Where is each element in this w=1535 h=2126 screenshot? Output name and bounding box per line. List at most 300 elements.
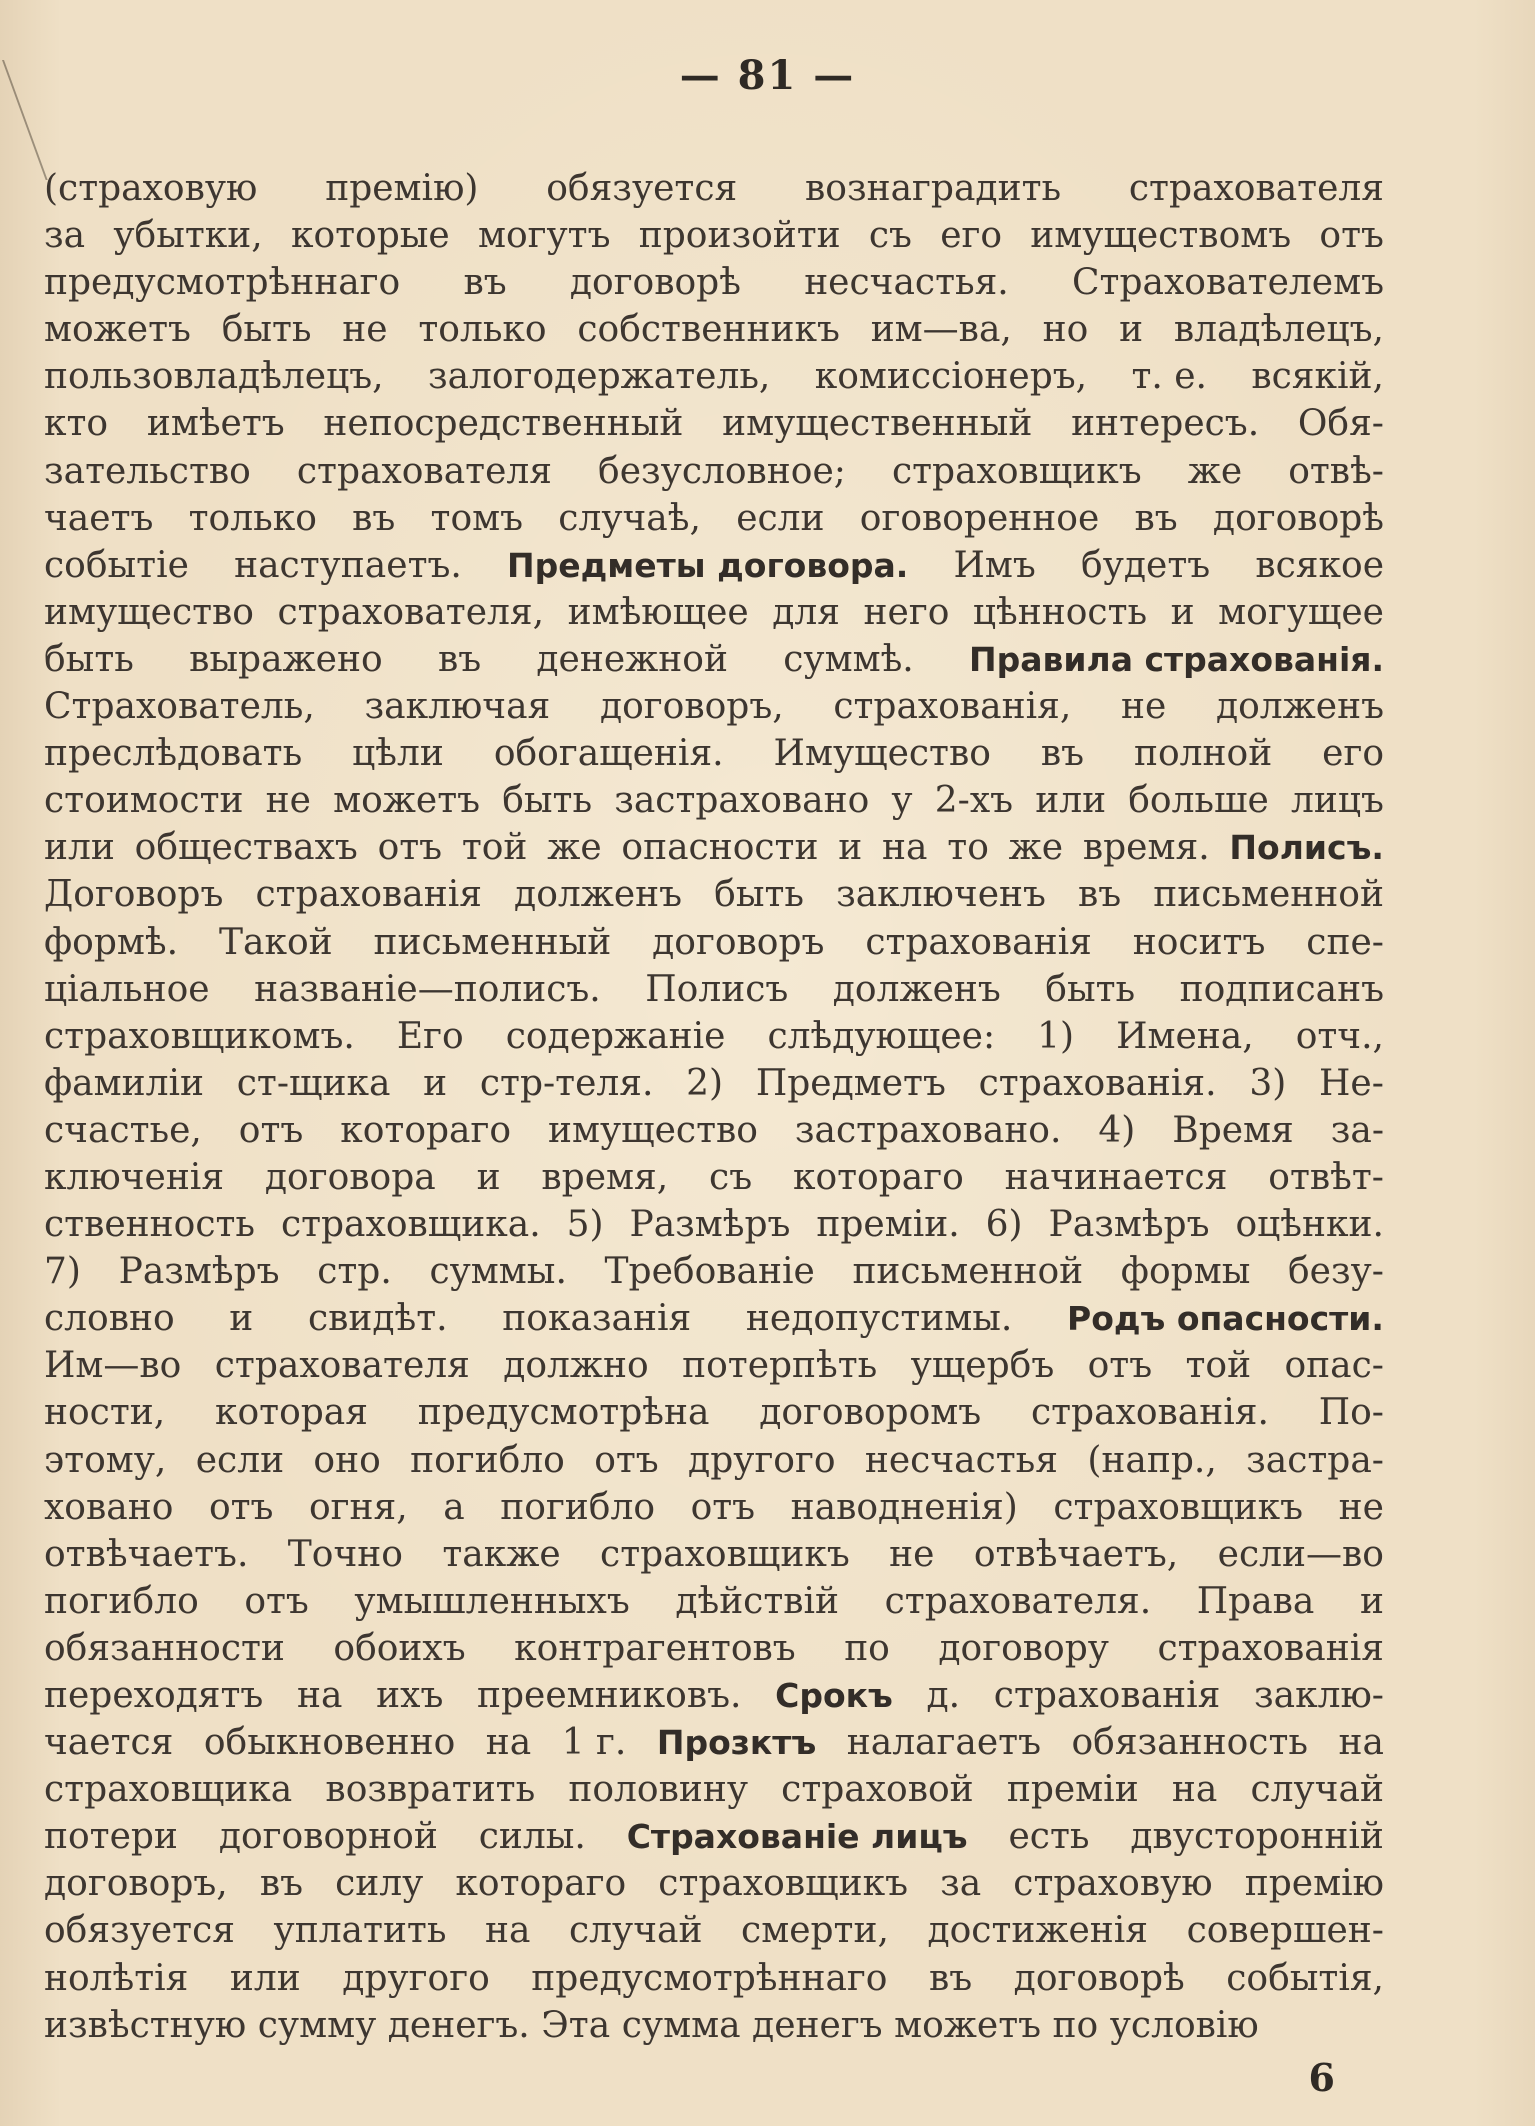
- text-word: быть: [221, 309, 312, 351]
- text-word: на: [485, 1722, 532, 1764]
- section-heading: Правила страхованія.: [969, 639, 1384, 679]
- text-line: [44, 1484, 1384, 1531]
- text-word: ственность: [44, 1204, 255, 1246]
- text-word: Размѣръ: [118, 1251, 280, 1293]
- text-line: [44, 306, 1384, 353]
- text-word: долженъ: [832, 968, 1001, 1010]
- text-word: дѣйствій: [675, 1580, 840, 1622]
- text-word: возвратить: [325, 1769, 536, 1811]
- text-word: носитъ: [1132, 921, 1266, 963]
- text-word: этому,: [44, 1439, 167, 1481]
- text-word: быть: [44, 638, 134, 680]
- text-word: владѣлецъ,: [1173, 309, 1384, 351]
- text-word: случай: [1250, 1769, 1384, 1811]
- text-word: имуществомъ: [1030, 215, 1292, 257]
- text-word: по: [1052, 2004, 1099, 2046]
- text-word: съ: [868, 215, 912, 257]
- text-word: на: [882, 827, 928, 869]
- text-word: страховщикъ: [1053, 1486, 1304, 1528]
- text-word: въ: [1134, 497, 1178, 539]
- text-word: событіе: [44, 544, 189, 586]
- text-word: Им—во: [44, 1345, 182, 1387]
- text-word: страхователя: [214, 1345, 470, 1387]
- text-word: двусторонній: [1130, 1816, 1384, 1858]
- text-word: отъ: [1087, 1345, 1153, 1387]
- text-word: слѣдующее:: [767, 1015, 996, 1057]
- text-line: [44, 1248, 1384, 1295]
- text-word: страхованія: [865, 921, 1092, 963]
- text-word: отч.,: [1295, 1015, 1384, 1057]
- text-word: быть: [502, 780, 593, 822]
- text-word: томъ: [430, 497, 524, 539]
- text-word: отвѣт-: [1268, 1156, 1384, 1198]
- text-line: [44, 1766, 1384, 1813]
- text-word: Его: [396, 1015, 464, 1057]
- text-line: [44, 1955, 1384, 2002]
- text-line: [44, 1389, 1384, 1436]
- text-word: преемниковъ.: [477, 1675, 742, 1716]
- text-word: страховщика: [44, 1769, 293, 1811]
- text-word: же: [1187, 450, 1243, 492]
- text-line: [44, 1907, 1384, 1954]
- text-word: потерпѣть: [682, 1345, 878, 1387]
- text-word: страхователя.: [884, 1580, 1152, 1622]
- text-word: 5): [566, 1204, 604, 1246]
- text-word: имѣетъ: [146, 403, 285, 445]
- text-word: страхователя: [296, 450, 552, 492]
- text-word: всякій,: [1251, 356, 1384, 398]
- text-word: ст-щика: [236, 1062, 391, 1104]
- text-line: [44, 1860, 1384, 1907]
- text-word: вознаградить: [805, 168, 1062, 209]
- text-word: договора: [264, 1156, 436, 1198]
- text-word: ущербъ: [910, 1345, 1055, 1387]
- text-word: Имена,: [1116, 1015, 1254, 1057]
- text-word: отъ: [238, 1109, 304, 1151]
- bold-heading-word: [627, 1813, 968, 1860]
- text-word: то: [947, 827, 989, 869]
- text-word: Имущество: [773, 733, 991, 775]
- text-word: время,: [541, 1156, 669, 1198]
- text-word: и: [1119, 309, 1144, 351]
- text-line: [44, 2002, 1384, 2049]
- text-word: на: [297, 1675, 343, 1716]
- text-word: отвѣ-: [1288, 450, 1384, 492]
- text-line: [44, 1060, 1384, 1107]
- text-word: пользовладѣлецъ,: [44, 356, 384, 398]
- text-word: его: [940, 215, 1003, 257]
- text-word: страхованія.: [1030, 1392, 1269, 1434]
- text-word: случаѣ,: [558, 497, 701, 539]
- section-heading: Страхованіе лицъ: [626, 1817, 968, 1857]
- text-word: начинается: [1004, 1156, 1228, 1198]
- text-word: у: [891, 780, 913, 822]
- text-word: въ: [1040, 733, 1085, 775]
- text-word: чаетъ: [44, 497, 154, 539]
- text-word: не: [342, 309, 388, 351]
- text-word: обыкновенно: [203, 1722, 456, 1764]
- text-word: (страховую: [44, 168, 258, 209]
- text-word: въ: [352, 497, 396, 539]
- text-word: договорной: [218, 1816, 438, 1858]
- text-line: [44, 919, 1384, 966]
- text-word: недопустимы.: [745, 1298, 1013, 1340]
- text-word: письменный: [373, 921, 612, 963]
- text-word: Точно: [287, 1533, 403, 1575]
- text-word: которая: [214, 1392, 368, 1434]
- text-word: той: [1185, 1345, 1252, 1387]
- text-word: (напр.,: [1087, 1439, 1217, 1481]
- text-line: [44, 871, 1384, 918]
- bold-heading-word: [657, 1719, 816, 1766]
- page-number-header: — 81 —: [679, 52, 856, 99]
- text-word: заклю-: [1253, 1675, 1384, 1716]
- text-word: страховщикъ: [600, 1533, 850, 1575]
- text-word: по: [844, 1627, 890, 1669]
- text-word: 1 г.: [561, 1722, 627, 1764]
- text-word: оговоренное: [859, 497, 1100, 539]
- text-word: По-: [1318, 1392, 1384, 1434]
- text-word: преміи.: [816, 1204, 960, 1246]
- text-line: [44, 1154, 1384, 1201]
- text-word: той: [461, 827, 528, 869]
- text-line: [44, 400, 1384, 447]
- text-word: счастье,: [44, 1109, 202, 1151]
- text-word: и: [838, 827, 863, 869]
- text-word: 2): [686, 1062, 724, 1104]
- text-word: обязуется: [44, 1910, 235, 1952]
- text-word: застра-: [1246, 1439, 1384, 1481]
- text-word: долженъ: [1215, 686, 1384, 728]
- text-word: комиссіонеръ,: [814, 356, 1088, 398]
- text-word: Права: [1196, 1580, 1315, 1622]
- text-word: предусмотрѣннаго: [44, 262, 401, 304]
- text-word: смерти,: [741, 1910, 889, 1952]
- text-word: ности,: [44, 1392, 166, 1434]
- text-word: всякое: [1255, 544, 1384, 586]
- text-word: имущественный: [722, 403, 1033, 445]
- text-word: денежной: [536, 638, 728, 680]
- text-word: подписанъ: [1179, 968, 1384, 1010]
- text-word: предусмотрѣннаго: [531, 1957, 888, 1999]
- section-heading: Предметы договора.: [507, 545, 909, 585]
- text-word: страхованія: [255, 874, 482, 916]
- text-word: и: [423, 1062, 448, 1104]
- text-line: [44, 1201, 1384, 1248]
- text-word: налагаетъ: [846, 1722, 1041, 1764]
- text-word: на: [1171, 1769, 1218, 1811]
- text-word: не: [1338, 1486, 1384, 1528]
- text-line: [44, 1437, 1384, 1484]
- text-line: [44, 353, 1384, 400]
- text-word: непосредственный: [323, 403, 684, 445]
- text-word: безусловное;: [598, 450, 846, 492]
- text-word: котораго: [792, 1156, 964, 1198]
- text-word: кто: [44, 403, 109, 445]
- text-word: въ: [437, 638, 482, 680]
- text-word: свидѣт.: [307, 1298, 448, 1340]
- text-word: случай: [569, 1910, 703, 1952]
- text-word: событія,: [1226, 1957, 1384, 1999]
- text-word: другого: [342, 1957, 490, 1999]
- text-word: ховано: [44, 1486, 174, 1528]
- text-word: оно: [313, 1439, 381, 1481]
- text-line: [44, 589, 1384, 636]
- text-word: отъ: [690, 1486, 756, 1528]
- text-word: но: [1042, 309, 1089, 351]
- text-word: отвѣчаетъ,: [973, 1533, 1179, 1575]
- text-word: 1): [1037, 1015, 1075, 1057]
- text-word: и: [1170, 591, 1195, 633]
- text-word: умышленныхъ: [354, 1580, 630, 1622]
- text-word: 2-хъ: [934, 780, 1014, 822]
- text-word: цѣли: [352, 733, 444, 775]
- text-word: названіе—полисъ.: [254, 968, 601, 1010]
- text-word: Имъ: [953, 544, 1036, 586]
- text-line: [44, 1295, 1384, 1342]
- bold-heading-word: [969, 636, 1384, 683]
- text-word: больше: [1128, 780, 1269, 822]
- text-line: [44, 966, 1384, 1013]
- text-word: имущество: [44, 591, 254, 633]
- text-word: для: [772, 591, 840, 633]
- text-word: опасности: [621, 827, 819, 869]
- text-word: отъ: [208, 1486, 274, 1528]
- text-line: [44, 1013, 1384, 1060]
- text-word: обязанность: [1071, 1722, 1308, 1764]
- text-word: можетъ: [44, 309, 191, 351]
- text-line: [44, 495, 1384, 542]
- text-word: интересъ.: [1071, 403, 1260, 445]
- text-line: [44, 683, 1384, 730]
- text-word: ціальное: [44, 968, 210, 1010]
- text-word: д.: [926, 1675, 961, 1716]
- text-word: могутъ: [477, 215, 611, 257]
- text-word: обогащенія.: [493, 733, 724, 775]
- text-word: въ: [1077, 874, 1122, 916]
- text-word: страхователя,: [277, 591, 545, 633]
- text-word: им—ва,: [870, 309, 1012, 351]
- text-word: письменной: [1153, 874, 1384, 916]
- text-word: договоръ,: [599, 686, 784, 728]
- text-line: [44, 448, 1384, 495]
- text-word: если—во: [1217, 1533, 1384, 1575]
- text-line: [44, 165, 1384, 212]
- text-word: 4): [1098, 1109, 1136, 1151]
- text-word: страхованія.: [978, 1062, 1217, 1104]
- text-line: [44, 824, 1384, 871]
- text-word: опас-: [1284, 1345, 1384, 1387]
- text-word: быть: [1045, 968, 1136, 1010]
- text-word: имѣющее: [567, 591, 749, 633]
- text-word: чается: [44, 1722, 174, 1764]
- text-word: Размѣръ: [1048, 1204, 1210, 1246]
- text-word: потери: [44, 1816, 178, 1858]
- text-word: уплатить: [273, 1910, 447, 1952]
- text-word: Требованіе: [604, 1251, 815, 1293]
- text-word: только: [418, 309, 547, 351]
- text-word: ключенія: [44, 1156, 225, 1198]
- text-word: Полисъ: [645, 968, 789, 1010]
- text-word: наводненія): [790, 1486, 1018, 1528]
- text-word: несчастья.: [804, 262, 1009, 304]
- text-word: не: [1120, 686, 1167, 728]
- text-word: договоръ,: [44, 1863, 228, 1905]
- text-word: зательство: [44, 450, 251, 492]
- text-word: котораго: [455, 1863, 627, 1905]
- text-word: за-: [1330, 1109, 1384, 1151]
- text-line: [44, 730, 1384, 777]
- text-word: отъ: [1319, 215, 1384, 257]
- text-word: выражено: [189, 638, 383, 680]
- text-word: Такой: [218, 921, 333, 963]
- text-word: 6): [985, 1204, 1023, 1246]
- text-word: фамиліи: [44, 1062, 205, 1104]
- text-word: не: [889, 1533, 935, 1575]
- text-line: [44, 1625, 1384, 1672]
- text-word: нолѣтія: [44, 1957, 189, 1999]
- text-word: заключенъ: [836, 874, 1046, 916]
- text-word: собственникъ: [577, 309, 840, 351]
- text-word: ихъ: [376, 1675, 444, 1716]
- text-word: стр.: [317, 1251, 392, 1293]
- text-word: могущее: [1218, 591, 1384, 633]
- bold-heading-word: [1229, 824, 1383, 871]
- text-word: на: [485, 1910, 531, 1952]
- text-word: преслѣдовать: [44, 733, 303, 775]
- text-word: въ: [463, 262, 507, 304]
- text-word: договорѣ: [1013, 1957, 1185, 1999]
- text-word: обязанности: [44, 1627, 285, 1669]
- text-word: стр-теля.: [479, 1062, 654, 1104]
- text-line: [44, 1342, 1384, 1389]
- text-word: договорѣ: [1212, 497, 1384, 539]
- text-word: показанія: [502, 1298, 692, 1340]
- text-word: него: [863, 591, 950, 633]
- text-word: обществахъ: [134, 827, 358, 869]
- text-word: погибло: [410, 1439, 565, 1481]
- text-word: договоръ: [652, 921, 825, 963]
- text-word: и: [229, 1298, 254, 1340]
- text-word: суммы.: [429, 1251, 567, 1293]
- text-word: можетъ: [333, 780, 481, 822]
- text-word: Размѣръ: [629, 1204, 791, 1246]
- bold-heading-word: [775, 1672, 893, 1719]
- text-word: Не-: [1319, 1062, 1384, 1104]
- text-word: которые: [290, 215, 450, 257]
- text-word: Время: [1172, 1109, 1294, 1151]
- text-word: если: [195, 1439, 285, 1481]
- text-word: денегъ: [752, 2004, 883, 2046]
- text-word: обоихъ: [333, 1627, 466, 1669]
- text-word: формы: [1120, 1251, 1251, 1293]
- text-word: если: [736, 497, 825, 539]
- text-word: достиженія: [927, 1910, 1149, 1952]
- text-word: въ: [928, 1957, 973, 1999]
- text-word: страхованія,: [833, 686, 1072, 728]
- text-word: или: [44, 827, 115, 869]
- text-word: есть: [1008, 1816, 1090, 1858]
- text-word: Страхователь,: [44, 686, 315, 728]
- text-line: [44, 1672, 1384, 1719]
- text-line: [44, 1578, 1384, 1625]
- text-word: за: [44, 215, 86, 257]
- text-word: страховщика.: [280, 1204, 541, 1246]
- text-word: же: [547, 827, 602, 869]
- text-word: страхованія: [993, 1675, 1221, 1716]
- text-word: за: [940, 1863, 982, 1905]
- text-word: денегъ.: [387, 2004, 530, 2046]
- text-word: время.: [1082, 827, 1210, 869]
- text-word: силы.: [478, 1816, 586, 1858]
- text-word: быть: [714, 874, 804, 916]
- text-word: премію: [1244, 1863, 1384, 1905]
- text-word: Обя-: [1297, 403, 1384, 445]
- text-word: половину: [568, 1769, 749, 1811]
- text-word: содержаніе: [505, 1015, 726, 1057]
- text-line: [44, 212, 1384, 259]
- text-word: не: [265, 780, 311, 822]
- text-word: застраховано: [614, 780, 870, 822]
- text-word: или: [1035, 780, 1107, 822]
- text-word: наступаетъ.: [234, 544, 462, 586]
- text-word: отъ: [594, 1439, 659, 1481]
- text-line: [44, 636, 1384, 683]
- text-word: 7): [44, 1251, 81, 1293]
- text-word: а: [443, 1486, 465, 1528]
- text-word: договоромъ: [759, 1392, 982, 1434]
- text-word: условію: [1109, 2004, 1259, 2046]
- text-word: оцѣнки.: [1235, 1204, 1384, 1246]
- text-word: обязуется: [546, 168, 738, 209]
- text-word: страхованія: [1157, 1627, 1384, 1669]
- text-word: несчастья: [864, 1439, 1058, 1481]
- text-word: произойти: [638, 215, 841, 257]
- text-word: сумму: [257, 2004, 377, 2046]
- text-word: будетъ: [1081, 544, 1211, 586]
- text-word: можетъ: [894, 2004, 1042, 2046]
- text-word: заключая: [364, 686, 551, 728]
- text-line: [44, 1719, 1384, 1766]
- text-line: [44, 1107, 1384, 1154]
- text-word: погибло: [500, 1486, 656, 1528]
- text-word: безу-: [1288, 1251, 1384, 1293]
- text-word: Эта: [541, 2004, 611, 2046]
- text-word: цѣнность: [972, 591, 1148, 633]
- text-line: [44, 1531, 1384, 1578]
- text-word: т. е.: [1131, 356, 1208, 398]
- signature-mark: 6: [1308, 2055, 1335, 2100]
- section-heading: Родъ опасности.: [1067, 1299, 1384, 1339]
- text-word: полной: [1134, 733, 1273, 775]
- text-word: котораго: [340, 1109, 512, 1151]
- text-word: погибло: [44, 1580, 199, 1622]
- text-word: формѣ.: [44, 921, 179, 963]
- text-word: страхователя: [1128, 168, 1384, 209]
- text-word: и: [476, 1156, 501, 1198]
- text-word: отвѣчаетъ.: [44, 1533, 249, 1575]
- text-word: страховщикъ: [658, 1863, 908, 1905]
- text-word: отъ: [244, 1580, 309, 1622]
- text-word: Предметъ: [755, 1062, 946, 1104]
- text-word: Договоръ: [44, 874, 224, 916]
- text-word: съ: [709, 1156, 753, 1198]
- text-word: или: [229, 1957, 301, 1999]
- text-line: [44, 542, 1384, 589]
- text-word: лицъ: [1290, 780, 1384, 822]
- text-word: залогодержатель,: [427, 356, 771, 398]
- text-word: также: [442, 1533, 561, 1575]
